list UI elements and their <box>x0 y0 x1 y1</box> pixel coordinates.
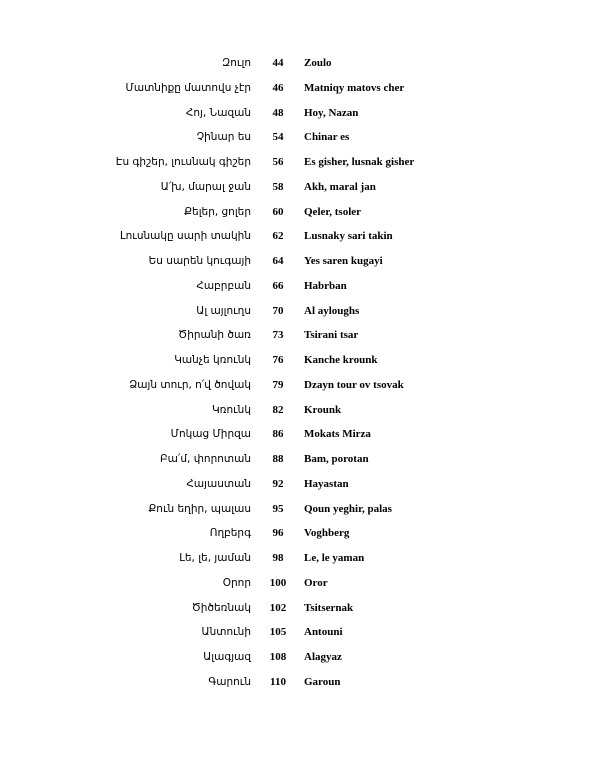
armenian-title: Գարուն <box>208 675 251 688</box>
transliterated-title: Al ayloughs <box>304 304 360 317</box>
armenian-title: Չինար ես <box>196 131 251 144</box>
armenian-title: Կռունկ <box>211 403 251 416</box>
armenian-title: Անտունի <box>201 626 251 639</box>
toc-row <box>0 521 600 546</box>
toc-row <box>0 150 600 175</box>
transliterated-title: Akh, maral jan <box>304 180 376 193</box>
armenian-title: Բա՛մ, փորոտան <box>160 453 251 465</box>
toc-row <box>0 224 600 249</box>
armenian-title: Ողբերգ <box>209 527 251 540</box>
toc-row <box>0 497 600 522</box>
armenian-title: Օրոր <box>222 576 251 589</box>
toc-row <box>0 546 600 571</box>
armenian-title: Հոյ, Նազան <box>185 106 251 119</box>
toc-row <box>0 200 600 225</box>
toc-row <box>0 51 600 76</box>
transliterated-title: Dzayn tour ov tsovak <box>304 378 404 391</box>
transliterated-title: Kanche krounk <box>304 354 378 366</box>
page-number: 62 <box>272 230 284 243</box>
toc-row <box>0 274 600 299</box>
armenian-title: Ծիրանի ծառ <box>178 329 251 342</box>
page-number: 98 <box>272 552 284 564</box>
transliterated-title: Yes saren kugayi <box>304 255 383 267</box>
page-number: 64 <box>272 255 284 267</box>
toc-row <box>0 422 600 447</box>
transliterated-title: Hayastan <box>304 477 349 490</box>
armenian-title: Ալագյազ <box>203 651 251 663</box>
page-number: 66 <box>272 279 284 292</box>
transliterated-title: Tsitsernak <box>304 601 354 614</box>
page-number: 102 <box>269 601 287 614</box>
page-number: 46 <box>272 81 284 94</box>
toc-row <box>0 299 600 324</box>
armenian-title: Հաբրբան <box>196 279 251 292</box>
toc-row <box>0 596 600 621</box>
toc-row <box>0 249 600 274</box>
table-of-contents <box>0 51 600 695</box>
transliterated-title: Qoun yeghir, palas <box>304 502 392 515</box>
toc-row <box>0 472 600 497</box>
page-number: 58 <box>272 180 284 193</box>
page-number: 76 <box>272 354 284 366</box>
armenian-title: Քելեր, ցոլեր <box>184 205 251 218</box>
transliterated-title: Garoun <box>304 675 341 688</box>
transliterated-title: Antouni <box>304 626 343 639</box>
toc-row <box>0 125 600 150</box>
transliterated-title: Tsirani tsar <box>304 329 359 342</box>
page-number: 100 <box>269 576 287 589</box>
transliterated-title: Es gisher, lusnak gisher <box>304 156 415 168</box>
transliterated-title: Oror <box>304 576 328 589</box>
toc-row <box>0 447 600 472</box>
transliterated-title: Zoulo <box>304 57 332 69</box>
armenian-title: Ծիծեռնակ <box>191 601 251 614</box>
toc-row <box>0 373 600 398</box>
page-number: 54 <box>272 131 284 144</box>
armenian-title: Մոկաց Միրզա <box>170 428 251 441</box>
transliterated-title: Matniqy matovs cher <box>304 81 405 94</box>
transliterated-title: Le, le yaman <box>304 552 365 564</box>
toc-row <box>0 571 600 596</box>
armenian-title: Կանչե կռունկ <box>174 354 251 366</box>
armenian-title: Քուն եղիր, պալաս <box>148 502 251 515</box>
toc-row <box>0 175 600 200</box>
toc-row <box>0 620 600 645</box>
page-number: 73 <box>272 329 284 342</box>
transliterated-title: Chinar es <box>304 131 350 144</box>
page-number: 56 <box>272 156 284 168</box>
toc-row <box>0 670 600 695</box>
page-number: 48 <box>272 106 284 119</box>
page-number: 82 <box>272 403 284 416</box>
page-number: 108 <box>269 651 287 663</box>
toc-row <box>0 323 600 348</box>
transliterated-title: Hoy, Nazan <box>304 106 359 119</box>
page-number: 70 <box>272 304 284 317</box>
transliterated-title: Habrban <box>304 279 347 292</box>
toc-row <box>0 645 600 670</box>
page-number: 44 <box>272 57 284 69</box>
armenian-title: Լե, լե, յաման <box>179 552 251 564</box>
toc-row <box>0 76 600 101</box>
transliterated-title: Qeler, tsoler <box>304 205 362 218</box>
page-number: 95 <box>272 502 284 515</box>
toc-row <box>0 348 600 373</box>
page-number: 96 <box>272 527 284 540</box>
toc-row <box>0 398 600 423</box>
toc-row <box>0 101 600 126</box>
page-number: 88 <box>272 453 284 465</box>
page-number: 110 <box>270 675 286 688</box>
page-number: 92 <box>272 477 284 490</box>
transliterated-title: Mokats Mirza <box>304 428 371 441</box>
transliterated-title: Krounk <box>304 403 342 416</box>
armenian-title: Ա՛խ, մարալ ջան <box>160 180 251 193</box>
armenian-title: Զուլո <box>222 57 251 69</box>
armenian-title: Լուսնակը սարի տակին <box>120 230 251 243</box>
armenian-title: Էս գիշեր, լուսնակ գիշեր <box>115 156 251 168</box>
page-number: 79 <box>272 378 284 391</box>
armenian-title: Ձայն տուր, ո՛վ ծովակ <box>129 378 251 391</box>
armenian-title: Հայաստան <box>186 477 251 490</box>
page-number: 60 <box>272 205 284 218</box>
page-number: 105 <box>269 626 287 639</box>
transliterated-title: Lusnaky sari takin <box>304 230 393 243</box>
transliterated-title: Alagyaz <box>304 651 342 663</box>
page-number: 86 <box>272 428 284 441</box>
transliterated-title: Voghberg <box>304 527 350 540</box>
transliterated-title: Bam, porotan <box>304 453 369 465</box>
armenian-title: Ես սարեն կուգայի <box>148 255 251 267</box>
armenian-title: Ալ այլուղս <box>196 304 251 317</box>
armenian-title: Մատնիքը մատովս չէր <box>125 81 251 94</box>
